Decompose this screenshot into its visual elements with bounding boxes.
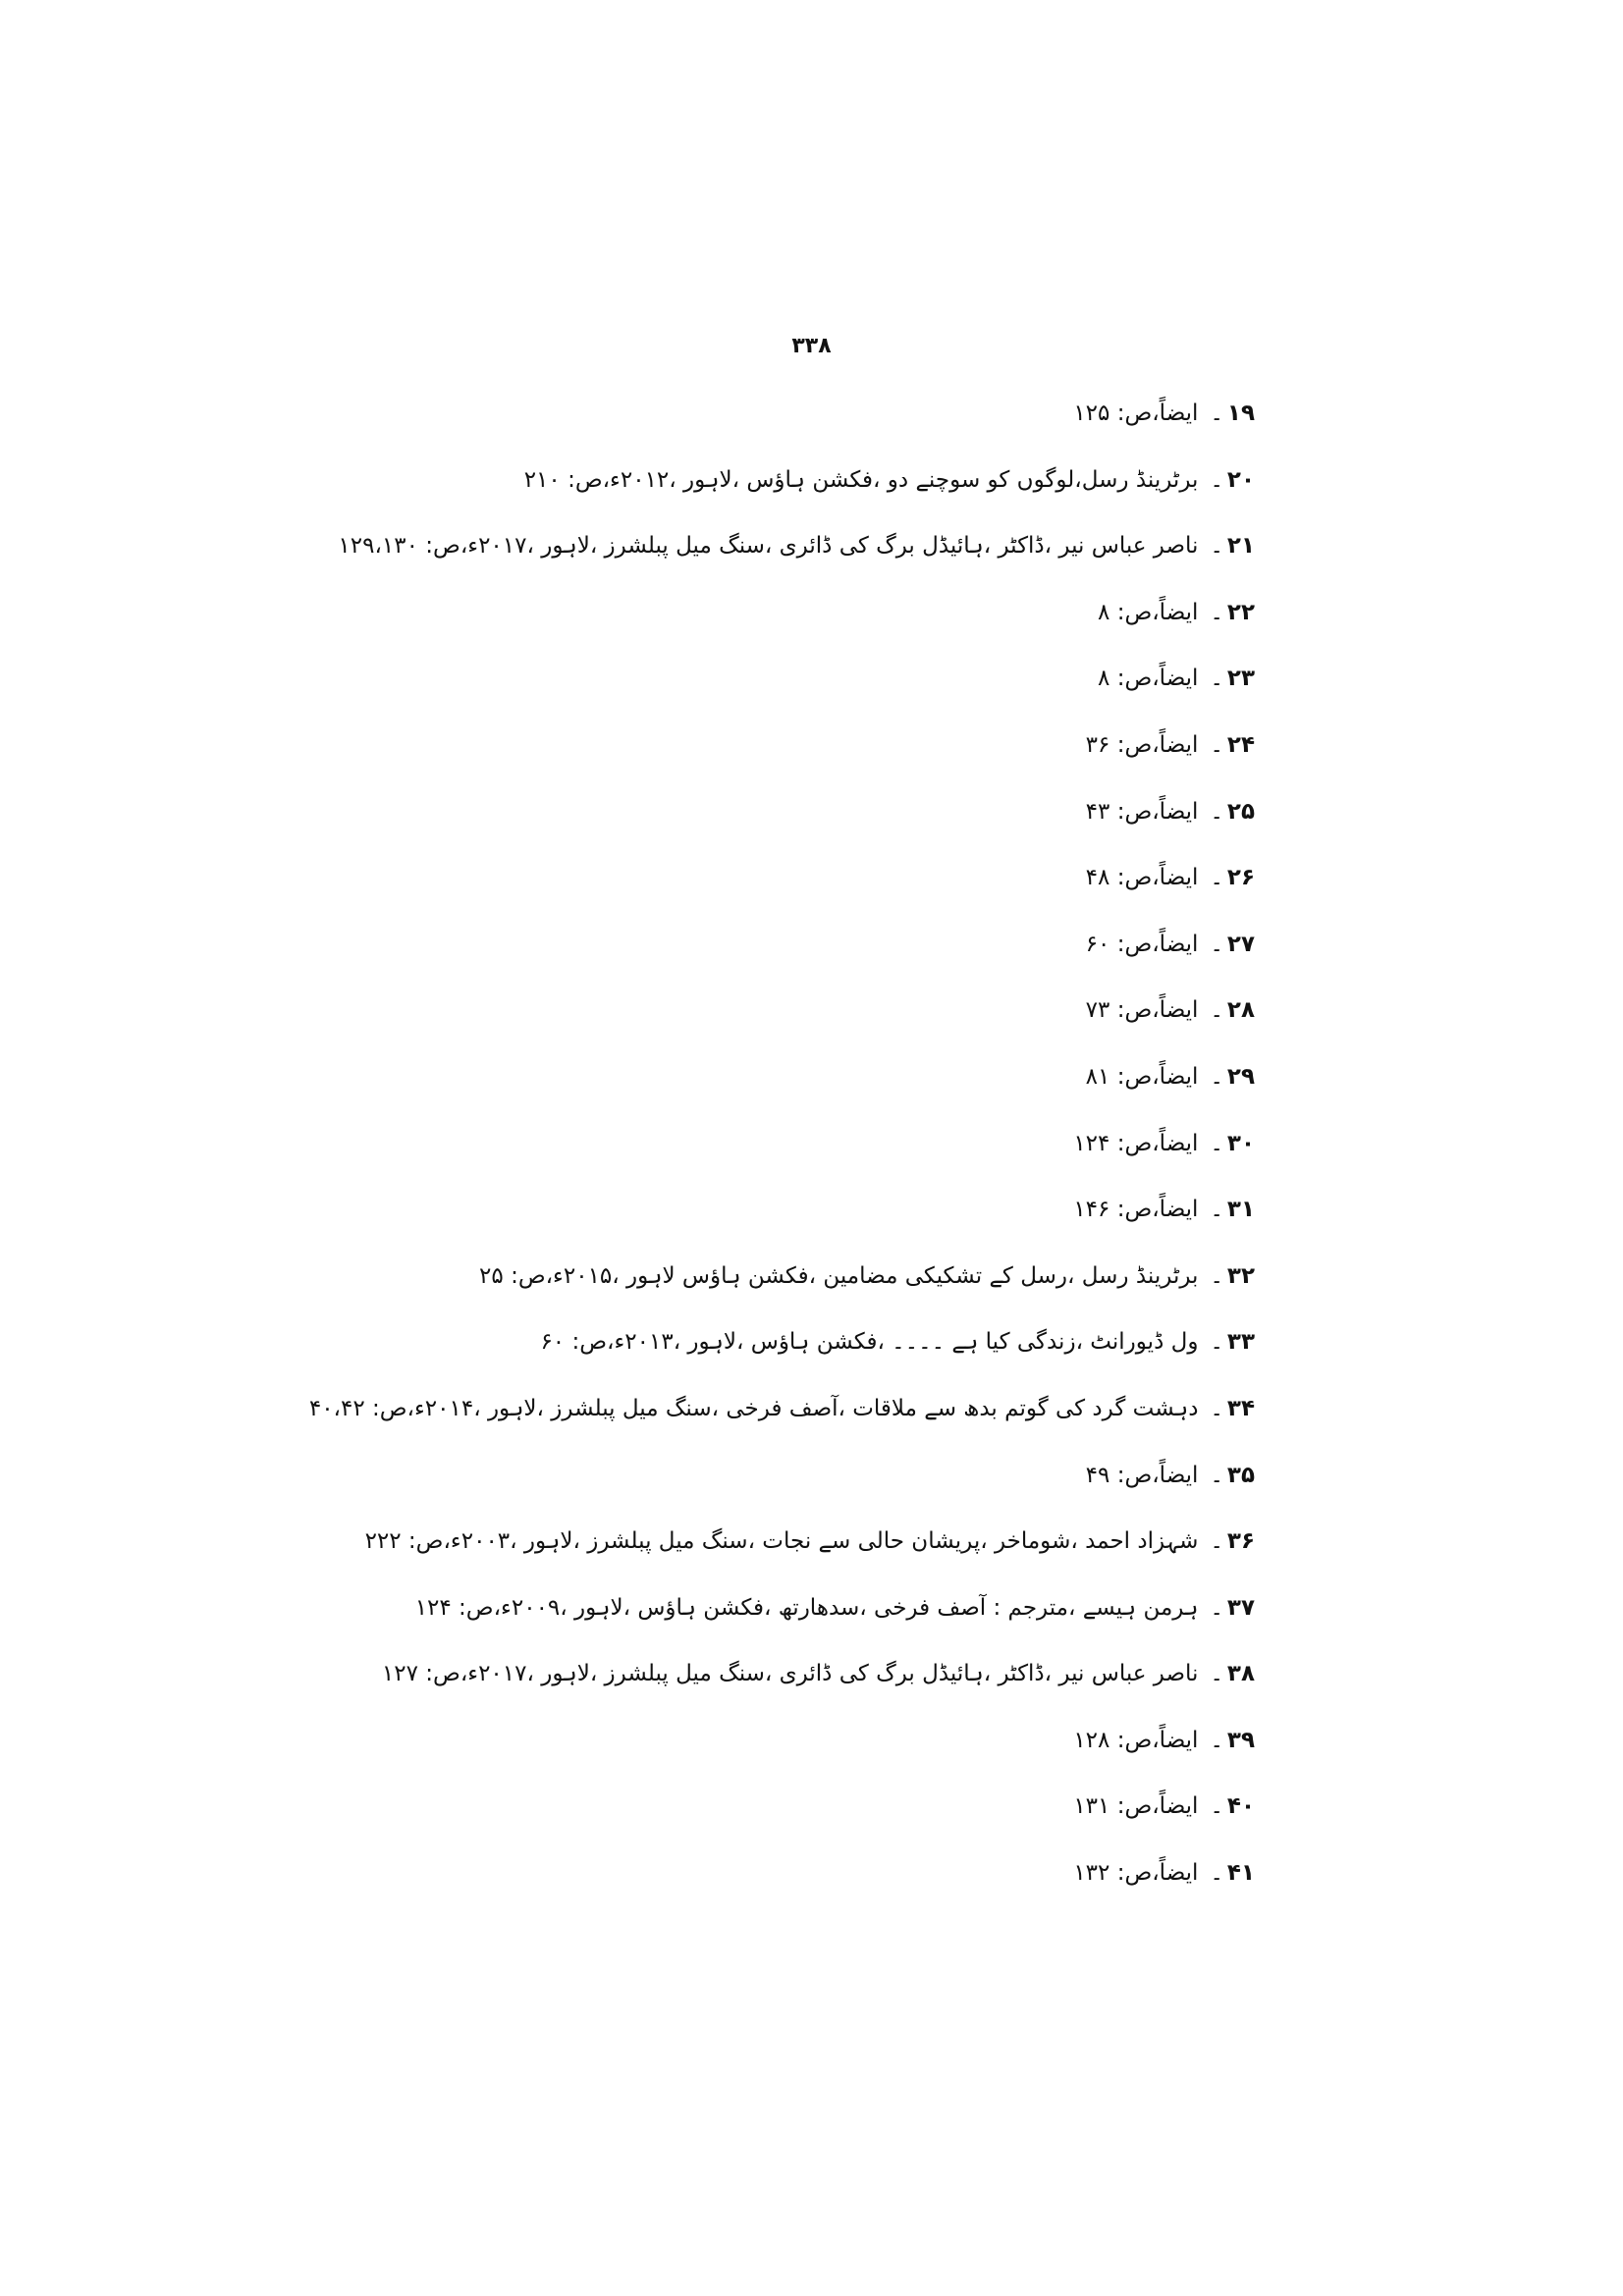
endnote-dash: ۔ <box>1210 1793 1223 1820</box>
endnote-item <box>412 1774 1255 1841</box>
endnote-citation: دہشت گرد کی گوتم بدھ سے ملاقات ،آصف فرخی ،سنگ میل پبلشرز ،لاہور ،۲۰۱۴ء،ص: ۴۰،۴۲ <box>308 1395 1199 1421</box>
endnote-number: ۳۸ <box>1226 1661 1255 1687</box>
endnote-number: ۳۷ <box>1226 1594 1255 1621</box>
endnote-dash: ۔ <box>1210 931 1223 957</box>
endnote-citation: ول ڈیورانٹ ،زندگی کیا ہے ۔۔۔۔ ،فکشن ہاؤس ،لاہور ،۲۰۱۳ء،ص: ۶۰ <box>540 1329 1199 1356</box>
endnote-citation: شہزاد احمد ،شوماخر ،پریشان حالی سے نجات ،سنگ میل پبلشرز ،لاہور ،۲۰۰۳ء،ص: ۲۲۲ <box>364 1528 1199 1555</box>
endnote-item <box>412 646 1255 713</box>
endnote-number: ۴۰ <box>1226 1793 1255 1820</box>
endnote-item <box>381 1641 1255 1708</box>
endnote-dash: ۔ <box>1210 1262 1223 1289</box>
endnote-item <box>412 580 1255 647</box>
endnote-number: ۲۳ <box>1226 666 1255 692</box>
endnote-number: ۳۴ <box>1226 1395 1255 1421</box>
endnote-number: ۳۶ <box>1226 1528 1255 1555</box>
endnote-number: ۲۰ <box>1226 466 1255 493</box>
endnote-dash: ۔ <box>1210 1395 1223 1421</box>
endnote-dash: ۔ <box>1210 1130 1223 1156</box>
endnote-number: ۴۱ <box>1226 1860 1255 1887</box>
endnote-citation: برٹرینڈ رسل،لوگوں کو سوچنے دو ،فکشن ہاؤس ،لاہور ،۲۰۱۲ء،ص: ۲۱۰ <box>523 466 1199 493</box>
endnote-item <box>412 845 1255 912</box>
endnote-dash: ۔ <box>1210 400 1223 426</box>
endnote-dash: ۔ <box>1210 533 1223 560</box>
endnote-number: ۳۹ <box>1226 1727 1255 1753</box>
endnote-dash: ۔ <box>1210 1528 1223 1555</box>
endnote-item <box>412 1044 1255 1111</box>
endnote-citation: ایضاً،ص: ۱۲۸ <box>1073 1727 1199 1753</box>
endnote-item <box>412 779 1255 846</box>
endnote-item <box>412 1443 1255 1510</box>
endnote-number: ۲۷ <box>1226 931 1255 957</box>
endnote-item <box>338 513 1255 580</box>
endnotes-list <box>308 381 1255 1907</box>
endnote-number: ۲۲ <box>1226 599 1255 625</box>
endnote-dash: ۔ <box>1210 1860 1223 1887</box>
endnote-citation: ایضاً،ص: ۱۳۱ <box>1073 1793 1199 1820</box>
endnote-dash: ۔ <box>1210 1661 1223 1687</box>
endnote-dash: ۔ <box>1210 1594 1223 1621</box>
endnote-item <box>412 1244 1255 1310</box>
endnote-dash: ۔ <box>1210 1063 1223 1090</box>
endnote-dash: ۔ <box>1210 731 1223 758</box>
endnote-citation: ایضاً،ص: ۴۹ <box>1085 1462 1199 1488</box>
endnote-citation: ایضاً،ص: ۶۰ <box>1085 931 1199 957</box>
endnote-dash: ۔ <box>1210 666 1223 692</box>
endnote-number: ۳۰ <box>1226 1130 1255 1156</box>
endnote-number: ۳۱ <box>1226 1197 1255 1223</box>
endnote-dash: ۔ <box>1210 798 1223 825</box>
endnote-dash: ۔ <box>1210 997 1223 1024</box>
endnote-citation: ایضاً،ص: ۱۲۴ <box>1073 1130 1199 1156</box>
endnote-citation: ایضاً،ص: ۷۳ <box>1085 997 1199 1024</box>
endnote-item <box>412 1575 1255 1642</box>
endnote-citation: ناصر عباس نیر ،ڈاکٹر ،ہائیڈل برگ کی ڈائری ،سنگ میل پبلشرز ،لاہور ،۲۰۱۷ء،ص: ۱۲۷ <box>381 1661 1199 1687</box>
endnote-citation: ایضاً،ص: ۸ <box>1098 599 1199 625</box>
endnote-number: ۳۵ <box>1226 1462 1255 1488</box>
endnote-citation: ایضاً،ص: ۱۳۲ <box>1073 1860 1199 1887</box>
endnote-number: ۲۶ <box>1226 865 1255 891</box>
endnote-citation: ایضاً،ص: ۸۱ <box>1085 1063 1199 1090</box>
page-number: ۳۳۸ <box>791 334 832 358</box>
endnote-item <box>412 1111 1255 1178</box>
endnote-number: ۲۴ <box>1226 731 1255 758</box>
endnote-item <box>412 1841 1255 1907</box>
endnote-citation: ناصر عباس نیر ،ڈاکٹر ،ہائیڈل برگ کی ڈائری ،سنگ میل پبلشرز ،لاہور ،۲۰۱۷ء،ص: ۱۲۹،۱۳۰ <box>338 533 1199 560</box>
endnote-dash: ۔ <box>1210 865 1223 891</box>
endnote-item <box>412 1177 1255 1244</box>
endnote-item <box>412 713 1255 779</box>
endnote-dash: ۔ <box>1210 1727 1223 1753</box>
endnote-number: ۱۹ <box>1226 400 1255 426</box>
endnote-number: ۲۱ <box>1226 533 1255 560</box>
endnote-number: ۲۹ <box>1226 1063 1255 1090</box>
endnote-dash: ۔ <box>1210 466 1223 493</box>
endnote-citation: ایضاً،ص: ۱۴۶ <box>1073 1197 1199 1223</box>
endnote-number: ۳۳ <box>1226 1329 1255 1356</box>
endnote-citation: ایضاً،ص: ۸ <box>1098 666 1199 692</box>
endnote-item <box>412 1309 1255 1376</box>
endnote-dash: ۔ <box>1210 1197 1223 1223</box>
endnote-dash: ۔ <box>1210 1462 1223 1488</box>
endnote-item <box>308 1376 1255 1443</box>
endnote-number: ۳۲ <box>1226 1262 1255 1289</box>
endnote-citation: ایضاً،ص: ۳۶ <box>1085 731 1199 758</box>
endnote-citation: ایضاً،ص: ۴۳ <box>1085 798 1199 825</box>
endnote-dash: ۔ <box>1210 599 1223 625</box>
endnote-citation: برٹرینڈ رسل ،رسل کے تشکیکی مضامین ،فکشن ہاؤس لاہور ،۲۰۱۵ء،ص: ۲۵ <box>479 1262 1199 1289</box>
endnote-citation: ایضاً،ص: ۱۲۵ <box>1073 400 1199 426</box>
endnote-citation: ہرمن ہیسے ،مترجم : آصف فرخی ،سدھارتھ ،فکشن ہاؤس ،لاہور ،۲۰۰۹ء،ص: ۱۲۴ <box>414 1594 1199 1621</box>
endnote-number: ۲۸ <box>1226 997 1255 1024</box>
endnote-item <box>412 448 1255 514</box>
endnote-dash: ۔ <box>1210 1329 1223 1356</box>
endnote-item <box>364 1509 1255 1575</box>
endnote-item <box>412 978 1255 1044</box>
endnote-number: ۲۵ <box>1226 798 1255 825</box>
endnote-citation: ایضاً،ص: ۴۸ <box>1085 865 1199 891</box>
endnote-item <box>412 381 1255 448</box>
endnote-item <box>412 1708 1255 1775</box>
endnote-item <box>412 912 1255 979</box>
